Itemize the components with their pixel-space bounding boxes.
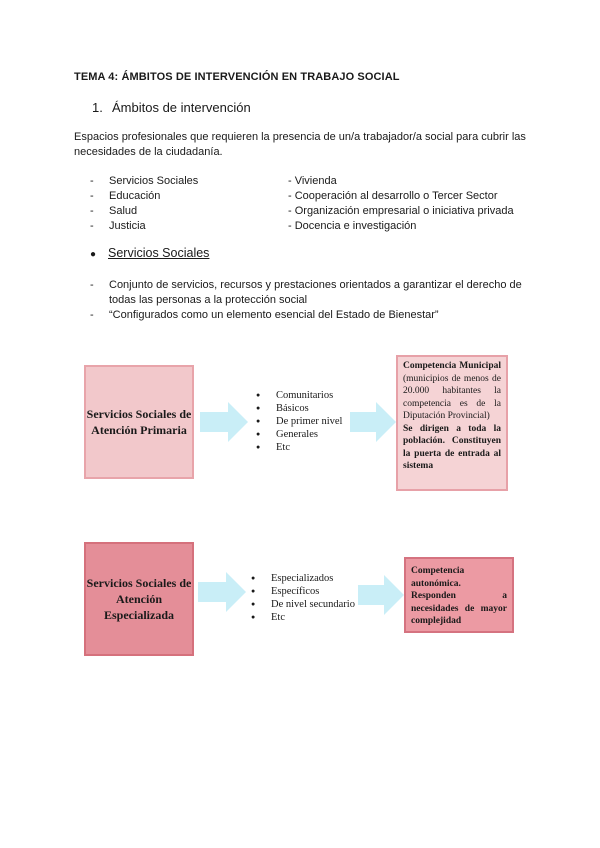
especializada-bullet-list bbox=[251, 572, 355, 624]
competencia-title: Competencia Municipal bbox=[403, 361, 501, 371]
list-item: ● Etc bbox=[256, 441, 342, 454]
primaria-box: Servicios Sociales de Atención Primaria bbox=[84, 365, 194, 479]
list-item: ● Comunitarios bbox=[256, 389, 342, 402]
list-item: - Servicios Sociales bbox=[90, 175, 199, 187]
competencia-municipal-box bbox=[396, 355, 508, 491]
arrow-right-icon bbox=[198, 572, 246, 612]
list-item: ● De nivel secundario bbox=[251, 598, 355, 611]
primaria-bullet-list bbox=[256, 389, 342, 454]
competencia-text: Competencia autonómica. Responden a necesidades de mayor complejidad bbox=[411, 566, 507, 626]
section-title: Ámbitos de intervención bbox=[112, 100, 251, 115]
document-title: TEMA 4: ÁMBITOS DE INTERVENCIÓN EN TRABAJO SOCIAL bbox=[74, 71, 400, 83]
list-item: ● Etc bbox=[251, 611, 355, 624]
list-item: ● Generales bbox=[256, 428, 342, 441]
ambitos-list-left bbox=[90, 174, 198, 234]
list-item: - Docencia e investigación bbox=[288, 220, 417, 232]
arrow-right-icon bbox=[358, 575, 404, 615]
list-item: - Educación bbox=[90, 190, 161, 202]
especializada-box: Servicios Sociales de Atención Especializada bbox=[84, 542, 194, 656]
competencia-autonomica-box bbox=[404, 557, 514, 633]
list-item: ● Especializados bbox=[251, 572, 355, 585]
competencia-note: Se dirigen a toda la población. Constituyen la puerta de entrada al sistema bbox=[403, 423, 501, 471]
section-heading bbox=[92, 100, 251, 115]
list-item: - Salud bbox=[90, 205, 138, 217]
list-item: - “Configurados como un elemento esencial del Estado de Bienestar” bbox=[90, 309, 439, 321]
list-item: - Justicia bbox=[90, 220, 146, 232]
list-item: - Organización empresarial o iniciativa privada bbox=[288, 205, 514, 217]
subsection-title: Servicios Sociales bbox=[108, 246, 210, 260]
subsection-heading bbox=[90, 246, 209, 260]
arrow-right-icon bbox=[350, 402, 396, 442]
arrow-right-icon bbox=[200, 402, 248, 442]
intro-paragraph: Espacios profesionales que requieren la presencia de un/a trabajador/a social para cubrir las necesidades de la ciudadanía. bbox=[74, 131, 526, 158]
list-item: ● Específicos bbox=[251, 585, 355, 598]
list-item: ● Básicos bbox=[256, 402, 342, 415]
section-number: 1. bbox=[92, 100, 103, 115]
list-item: - Conjunto de servicios, recursos y prestaciones orientados a garantizar el derecho de todas las personas a la protección social bbox=[90, 279, 522, 306]
list-item: ● De primer nivel bbox=[256, 415, 342, 428]
bullet-icon: ● bbox=[90, 249, 97, 260]
competencia-detail: (municipios de menos de 20.000 habitantes la competencia es de la Diputación Provincial) bbox=[403, 373, 501, 421]
ambitos-list-right bbox=[288, 174, 514, 234]
list-item: - Cooperación al desarrollo o Tercer Sector bbox=[288, 190, 498, 202]
list-item: - Vivienda bbox=[288, 175, 337, 187]
servicios-list bbox=[90, 278, 530, 324]
